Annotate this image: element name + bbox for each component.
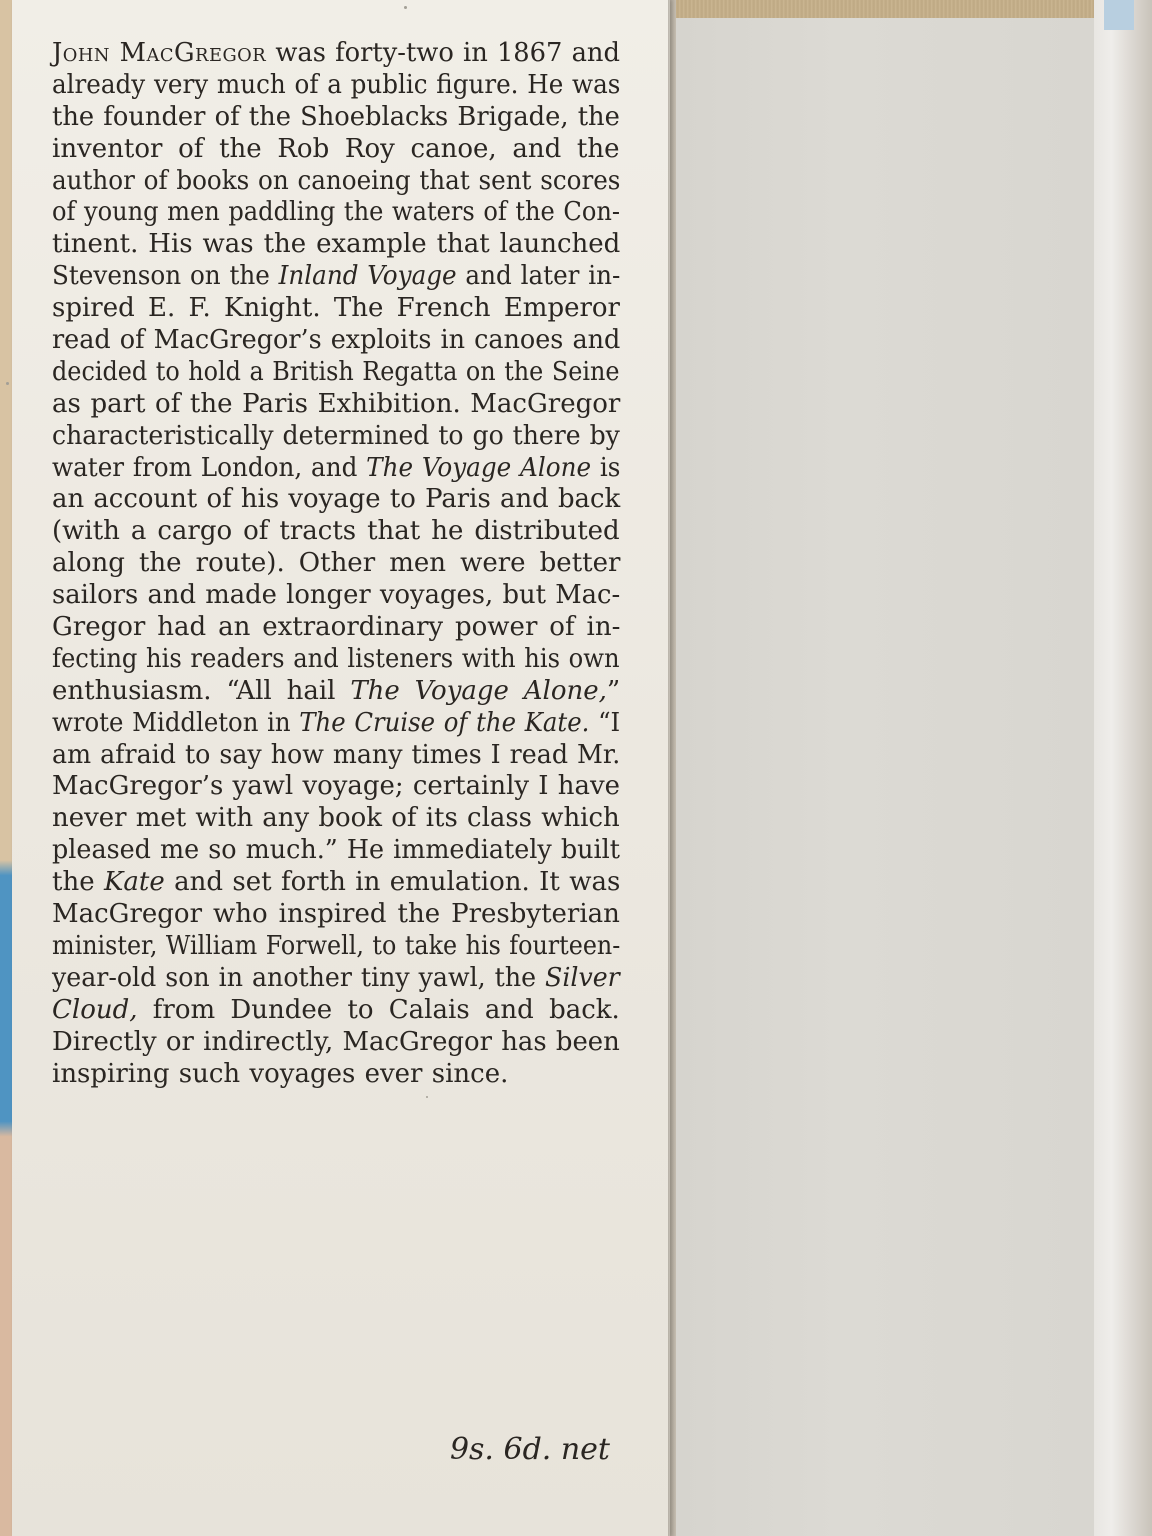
blurb-line: MacGregor’s yawl voyage; certainly I have: [52, 771, 620, 802]
blue-corner: [1104, 0, 1134, 30]
blurb-line: Cloud, from Dundee to Calais and back.: [52, 994, 620, 1025]
flap-shadow: [668, 0, 676, 1536]
blurb-line: the founder of the Shoeblacks Brigade, the: [52, 101, 620, 132]
author-name: John MacGregor: [52, 38, 267, 68]
blurb-line: sailors and made longer voyages, but Mac-: [52, 580, 621, 611]
blurb-line: read of MacGregor’s exploits in canoes and: [52, 325, 621, 356]
paper-speck: [426, 1096, 428, 1098]
blurb-line: pleased me so much.” He immediately built: [52, 835, 620, 866]
blurb-line: year-old son in another tiny yawl, the Silver: [52, 962, 620, 993]
book-title-cruise-of-the-kate: The Cruise of the Kate.: [299, 707, 590, 738]
blurb-line: water from London, and The Voyage Alone is: [52, 452, 621, 483]
blurb-line: Directly or indirectly, MacGregor has been: [52, 1026, 620, 1057]
blurb-line: spired E. F. Knight. The French Emperor: [52, 293, 620, 324]
blurb-line: the Kate and set forth in emulation. It was: [52, 867, 621, 898]
blurb-line: never met with any book of its class which: [52, 803, 620, 834]
blurb-line: inventor of the Rob Roy canoe, and the: [52, 133, 620, 164]
blurb-line: characteristically determined to go there by: [52, 420, 620, 451]
blurb-line: as part of the Paris Exhibition. MacGregor: [52, 388, 621, 419]
blurb-line: Gregor had an extraordinary power of in-: [52, 612, 621, 643]
blurb-line: tinent. His was the example that launched: [52, 229, 621, 260]
blurb-line: wrote Middleton in The Cruise of the Kate. “I: [52, 707, 621, 738]
blurb-line: fecting his readers and listeners with his own: [52, 643, 620, 674]
boat-name-silver-cloud: Silver: [545, 962, 620, 993]
blurb-line: MacGregor who inspired the Presbyterian: [52, 899, 620, 930]
blurb-line: enthusiasm. “All hail The Voyage Alone,”: [52, 675, 621, 706]
blurb-line: John MacGregor was forty-two in 1867 and: [52, 38, 620, 68]
book-endpaper: [676, 0, 1094, 1536]
book-title-voyage-alone: The Voyage Alone: [366, 452, 592, 483]
paper-speck: [404, 6, 407, 9]
price-label: 9s. 6d. net: [449, 1432, 610, 1467]
blurb-line: decided to hold a British Regatta on the Seine: [52, 356, 620, 387]
blurb-text: [52, 38, 620, 1090]
blurb-line: am afraid to say how many times I read Mr.: [52, 739, 621, 770]
blurb-line: (with a cargo of tracts that he distributed: [52, 516, 620, 547]
book-title-voyage-alone: The Voyage Alone,: [350, 675, 607, 706]
blurb-line: minister, William Forwell, to take his fourteen-: [52, 930, 621, 961]
book-title-inland-voyage: Inland Voyage: [278, 261, 457, 292]
blurb-line: Stevenson on the Inland Voyage and later in-: [52, 261, 621, 292]
blurb-line: author of books on canoeing that sent scores: [52, 165, 621, 196]
blurb-line: inspiring such voyages ever since.: [52, 1058, 509, 1089]
paper-speck: [6, 382, 9, 385]
cloth-binding-strip: [676, 0, 1094, 18]
blurb-line: already very much of a public figure. He was: [52, 69, 621, 100]
blurb-line: along the route). Other men were better: [52, 548, 621, 579]
blurb-line: of young men paddling the waters of the Con-: [52, 197, 620, 228]
boat-name-silver-cloud: Cloud,: [52, 994, 138, 1025]
blurb-line: an account of his voyage to Paris and back: [52, 484, 621, 515]
book-edge: [1094, 0, 1152, 1536]
boat-name-kate: Kate: [103, 867, 165, 898]
